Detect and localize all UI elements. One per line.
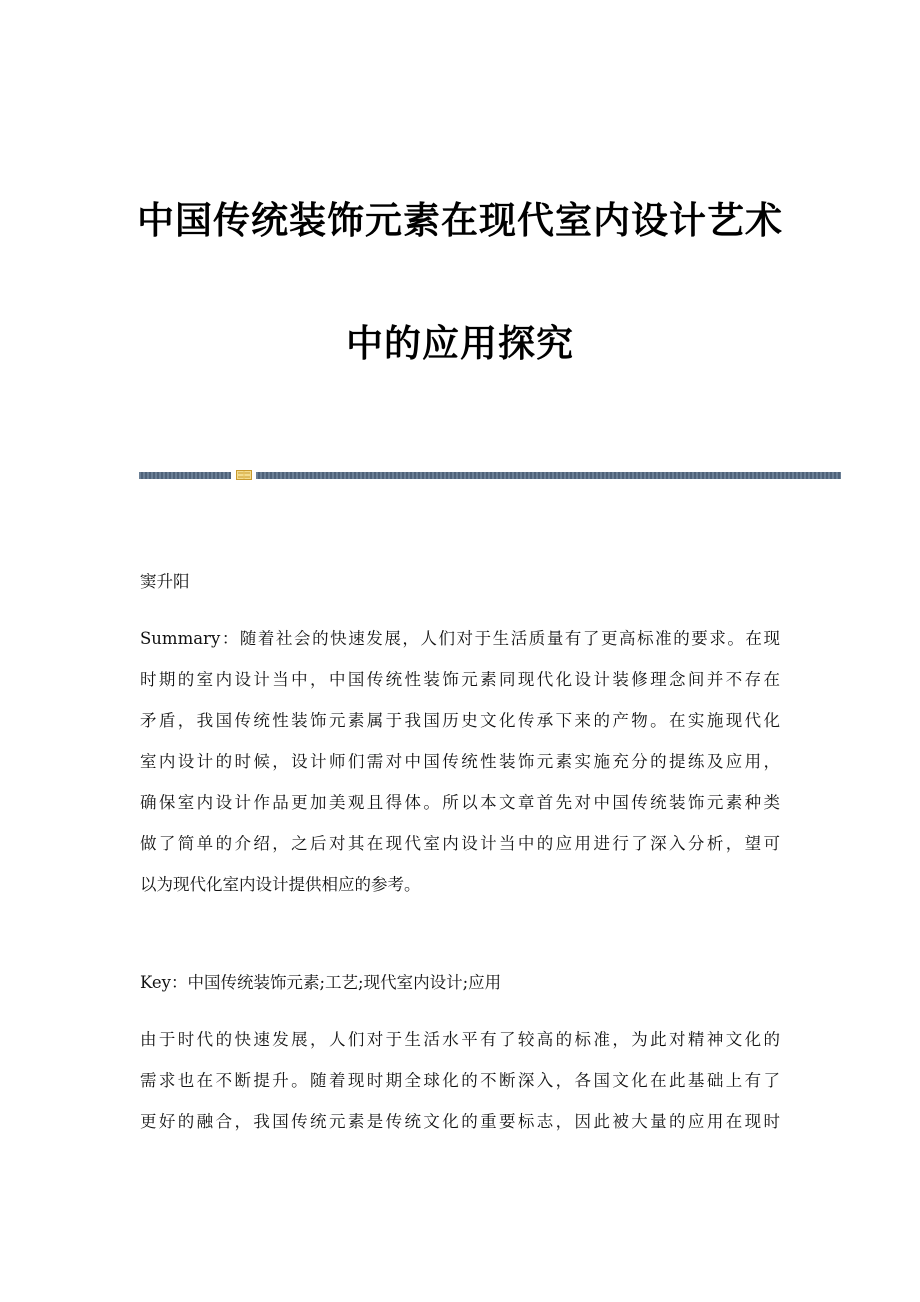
author-name: 窦升阳 [140,572,190,591]
body-line: 需求也在不断提升。随着现时期全球化的不断深入，各国文化在此基础上有了 [140,1071,780,1090]
summary-line: 确保室内设计作品更加美观且得体。所以本文章首先对中国传统装饰元素种类 [140,793,780,812]
summary-line: 时期的室内设计当中，中国传统性装饰元素同现代化设计装修理念间并不存在 [140,670,780,689]
summary-paragraph [140,618,780,905]
keywords-line: Key：中国传统装饰元素;工艺;现代室内设计;应用 [140,973,502,992]
divider-bar-right [256,472,841,479]
summary-line: 室内设计的时候，设计师们需对中国传统性装饰元素实施充分的提练及应用， [140,752,780,771]
summary-line: Summary：随着社会的快速发展，人们对于生活质量有了更高标准的要求。在现 [140,629,780,648]
body-line: 更好的融合，我国传统元素是传统文化的重要标志，因此被大量的应用在现时 [140,1112,780,1131]
title-line-2: 中的应用探究 [346,322,574,365]
divider-bar-left [139,472,231,479]
summary-line: 矛盾，我国传统性装饰元素属于我国历史文化传承下来的产物。在实施现代化 [140,711,780,730]
summary-line: 以为现代化室内设计提供相应的参考。 [140,875,421,894]
body-paragraph [140,1019,780,1142]
body-line: 由于时代的快速发展，人们对于生活水平有了较高的标准，为此对精神文化的 [140,1030,780,1049]
divider-ornament-icon [236,470,252,480]
title-divider [139,470,841,480]
title-line-1: 中国传统装饰元素在现代室内设计艺术 [137,199,783,242]
summary-line: 做了简单的介绍，之后对其在现代室内设计当中的应用进行了深入分析，望可 [140,834,780,853]
